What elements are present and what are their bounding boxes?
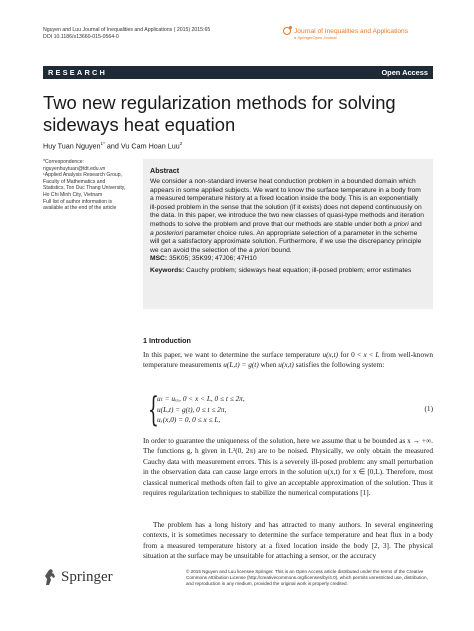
abstract-box [143,159,433,309]
equation-1 [148,390,433,430]
equation-line: uₜ = uₓₓ, 0 < x < L, 0 ≤ t ≤ 2π, [157,394,245,403]
author-name[interactable]: and Vu Cam Hoan Luu [104,141,180,151]
affiliation-line: Faculty of Mathematics and [43,178,106,185]
affiliation-line: ¹Applied Analysis Research Group, [43,172,122,179]
article-type-banner [43,66,433,79]
article-type-label: RESEARCH [48,68,108,77]
keywords-label: Keywords: [150,266,185,274]
author-affiliation-mark: 1* [100,141,105,146]
springer-horse-icon [43,568,57,586]
body-paragraph: The problem has a long history and has attracted to many authors. In several engineering contexts, it is sometimes necessary to determine the surface temperature and heat flux in a body from a measured temperature history at a fixed location inside the body [2, 3]. The physical situation at the surface may be unsuitable for attaching a sensor, or the accuracy [143,520,433,561]
equation-line: u(L,t) = g(t), 0 ≤ t ≤ 2π, [157,404,227,414]
page-footer [43,568,433,598]
correspondence-email[interactable]: nguyenhuytuan@tdt.edu.vn [43,165,106,172]
msc-codes [150,255,426,264]
journal-logo-icon [283,27,291,35]
keywords-value: Cauchy problem; sideways heat equation; ill-posed problem; error estimates [184,266,412,274]
journal-name: Journal of Inequalities and Applications [294,27,409,35]
abstract-heading: Abstract [150,166,180,175]
body-paragraph: In order to guarantee the uniqueness of the solution, here we assume that u be bounded as x → +∞. The functions g, h given in L²(0, 2π) are to be noised. Physically, we only obtain the measured Cauchy data with measurement errors. This is a severely ill-posed problem: any small perturbation in the observation data can cause large errors in the solution u(x,t) for x ∈ [0,L). Therefore, most classical numerical methods often fail to give an acceptable approximation of the solution. Thus it requires regularization techniques to stabilize the numerical computations [1]. [143,436,433,498]
author-info-note: Full list of author information is [43,198,113,205]
correspondence-label: *Correspondence: [43,159,85,165]
equation-number: (1) [424,404,433,413]
springer-logo[interactable] [43,568,113,586]
citation-line: Nguyen and Luu Journal of Inequalities and Applications ( 2015) 2015:65 [43,27,211,33]
msc-value: 35K05; 35K99; 47J06; 47H10 [167,255,257,263]
introduction-section [143,336,433,371]
author-affiliation-mark: 2 [179,141,183,146]
publisher-name: Springer [61,568,113,585]
author-info-note: available at the end of the article [43,205,117,212]
author-name[interactable]: Huy Tuan Nguyen [43,141,101,151]
page-header [43,27,433,49]
article-title: Two new regularization methods for solving sideways heat equation [43,92,396,135]
license-text: © 2015 Nguyen and Luu licensee Springer. This is an Open Access article distributed under the terms of the Creative Commons Attribution License (http://creativecommons.org/licenses/by/4.0), which permits unrestricted use, distribution, and reproduction in any medium, provided the original work is properly credited. [186,569,428,586]
section-heading: 1 Introduction [143,336,191,345]
abstract-text: We consider a non-standard inverse heat conduction problem in a bounded domain which appears in some applied subjects. We want to know the surface temperature in a body from a measured temperature history at a fixed location inside the body. This is an exponentially ill-posed problem in the sense that the solution (if it exists) does not depend continuously on the data. In this paper, we introduce the two new classes of quasi-type methods and iteration methods to solve the problem and prove that our methods are stable under both a priori and a posteriori parameter choice rules. An appropriate selection of a parameter in the scheme will get a satisfactory approximate solution. Furthermore, if we use the discrepancy principle we can avoid the selection of the a priori bound. [150,178,424,254]
affiliation-line: Ho Chi Minh City, Vietnam [43,191,103,198]
doi-line[interactable]: DOI 10.1186/s13660-015-0564-0 [43,34,119,41]
journal-logo[interactable] [283,27,433,40]
correspondence-notes [43,159,143,212]
article-citation [43,27,263,41]
journal-subtitle: a SpringerOpen Journal [294,35,337,40]
keywords [150,267,426,276]
open-access-label: Open Access [381,68,428,77]
author-list [43,141,182,150]
intro-paragraph: In this paper, we want to determine the surface temperature u(x,t) for 0 < x < L from well-known temperature measurements u(L,t) = g(t) when u(x,t) satisfies the following system: [143,350,434,370]
equation-line: uₓ(x,0) = 0, 0 ≤ x ≤ L, [157,415,221,425]
affiliation-line: Statistics, Ton Duc Thang University, [43,185,126,192]
equation-brace: { [148,390,159,430]
msc-label: MSC: [150,255,168,263]
